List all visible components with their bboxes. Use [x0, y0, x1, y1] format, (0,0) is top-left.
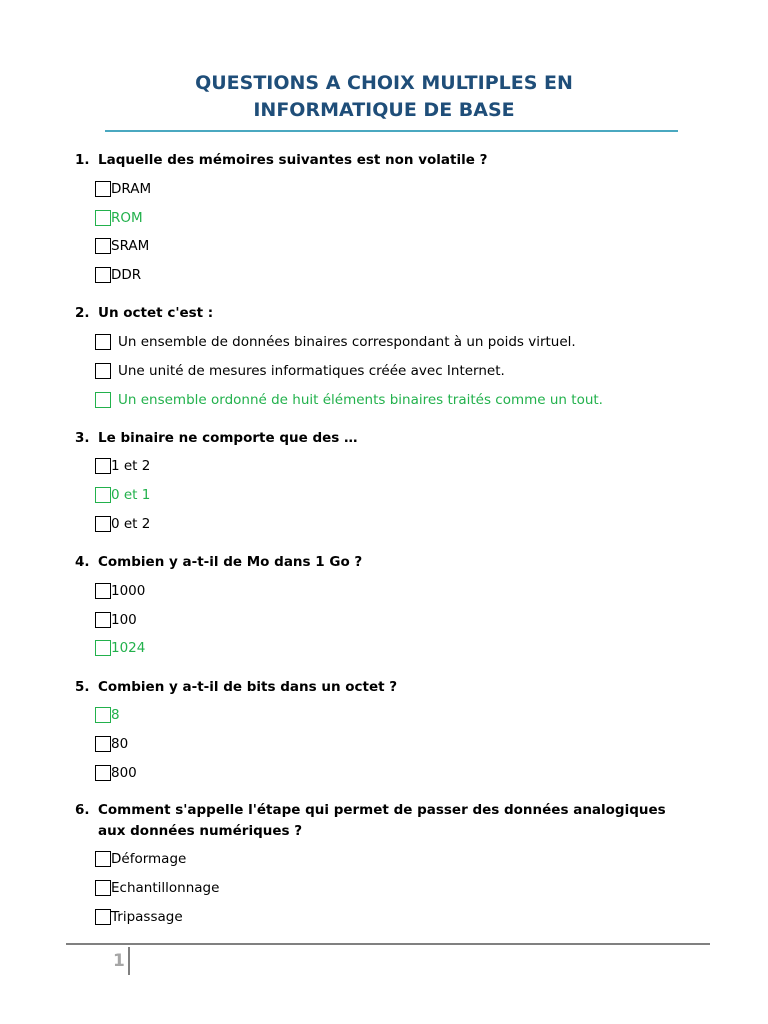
checkbox[interactable]: [95, 880, 111, 896]
question-number: 6.: [75, 802, 90, 818]
checkbox[interactable]: [95, 363, 111, 379]
option-label: Echantillonnage: [111, 880, 220, 896]
question-2: [75, 303, 688, 324]
checkbox[interactable]: [95, 458, 111, 474]
option-label: Une unité de mesures informatiques créée avec Internet.: [118, 363, 505, 379]
title-line-2: INFORMATIQUE DE BASE: [253, 99, 515, 121]
option-tripassage[interactable]: [95, 907, 183, 927]
question-4: [75, 552, 688, 573]
question-number: 1.: [75, 152, 90, 168]
option-80[interactable]: [95, 734, 128, 754]
option-donnees-binaires[interactable]: [95, 332, 576, 352]
option-label: Un ensemble ordonné de huit éléments binaires traités comme un tout.: [118, 392, 603, 408]
question-1: [75, 150, 688, 171]
option-100[interactable]: [95, 610, 137, 630]
checkbox[interactable]: [95, 392, 111, 408]
checkbox[interactable]: [95, 267, 111, 283]
option-label: 8: [111, 707, 120, 723]
title-line-1: QUESTIONS A CHOIX MULTIPLES EN: [195, 72, 573, 94]
checkbox[interactable]: [95, 909, 111, 925]
question-3: [75, 428, 688, 449]
option-800[interactable]: [95, 763, 137, 783]
option-label: 1000: [111, 583, 146, 599]
option-1000[interactable]: [95, 581, 145, 601]
question-text: Combien y a-t-il de bits dans un octet ?: [98, 679, 398, 695]
checkbox[interactable]: [95, 851, 111, 867]
checkbox[interactable]: [95, 736, 111, 752]
title-underline: [105, 130, 678, 132]
option-label: 1024: [111, 640, 146, 656]
checkbox[interactable]: [95, 707, 111, 723]
page-number: 1: [113, 951, 125, 971]
option-label: ROM: [111, 210, 143, 226]
option-huit-elements[interactable]: [95, 390, 603, 410]
checkbox[interactable]: [95, 181, 111, 197]
option-label: 80: [111, 736, 129, 752]
question-number: 3.: [75, 430, 90, 446]
question-number: 2.: [75, 305, 90, 321]
checkbox[interactable]: [95, 640, 111, 656]
checkbox[interactable]: [95, 487, 111, 503]
checkbox[interactable]: [95, 210, 111, 226]
option-label: DDR: [111, 267, 142, 283]
question-number: 5.: [75, 679, 90, 695]
question-text: Comment s'appelle l'étape qui permet de passer des données analogiques aux données numériques ?: [98, 802, 666, 839]
checkbox[interactable]: [95, 238, 111, 254]
option-1024[interactable]: [95, 638, 145, 658]
option-label: Tripassage: [111, 909, 183, 925]
option-label: 100: [111, 612, 137, 628]
option-echantillonnage[interactable]: [95, 878, 219, 898]
option-label: 0 et 2: [111, 516, 151, 532]
option-deformage[interactable]: [95, 849, 186, 869]
option-unite-internet[interactable]: [95, 361, 505, 381]
question-text: Combien y a-t-il de Mo dans 1 Go ?: [98, 554, 363, 570]
question-text: Le binaire ne comporte que des …: [98, 430, 358, 446]
checkbox[interactable]: [95, 583, 111, 599]
checkbox[interactable]: [95, 765, 111, 781]
option-1-et-2[interactable]: [95, 456, 150, 476]
option-label: 0 et 1: [111, 487, 151, 503]
option-label: Un ensemble de données binaires correspondant à un poids virtuel.: [118, 334, 576, 350]
footer-rule: [66, 943, 710, 945]
option-8[interactable]: [95, 705, 120, 725]
option-rom[interactable]: [95, 208, 143, 228]
checkbox[interactable]: [95, 612, 111, 628]
page-title: [0, 70, 768, 124]
checkbox[interactable]: [95, 516, 111, 532]
page-number-divider: [128, 947, 130, 975]
option-label: DRAM: [111, 181, 152, 197]
question-text: Un octet c'est :: [98, 305, 214, 321]
question-6: [75, 800, 688, 842]
option-0-et-2[interactable]: [95, 514, 150, 534]
question-number: 4.: [75, 554, 90, 570]
question-5: [75, 677, 688, 698]
option-dram[interactable]: [95, 179, 151, 199]
option-label: Déformage: [111, 851, 187, 867]
checkbox[interactable]: [95, 334, 111, 350]
option-label: SRAM: [111, 238, 150, 254]
option-0-et-1[interactable]: [95, 485, 150, 505]
option-label: 800: [111, 765, 137, 781]
question-text: Laquelle des mémoires suivantes est non volatile ?: [98, 152, 488, 168]
option-label: 1 et 2: [111, 458, 151, 474]
option-ddr[interactable]: [95, 265, 141, 285]
option-sram[interactable]: [95, 236, 149, 256]
